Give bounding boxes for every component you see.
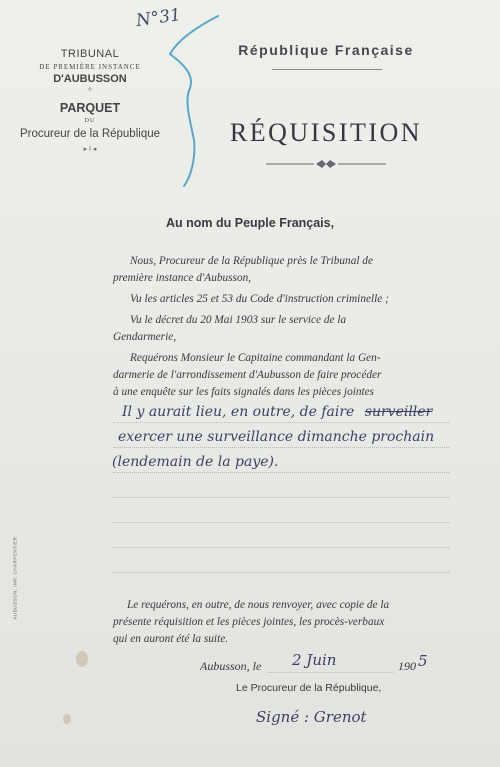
handwritten-line-2: exercer une surveillance dimanche prochain: [118, 429, 435, 445]
date-prefix: Aubusson, le: [200, 659, 262, 673]
date-day: 2 Juin: [292, 651, 337, 669]
printer-credit: AUBUSSON, IMP. CHARPENTIER: [12, 536, 18, 620]
para-4-line-1: Requérons Monsieur le Capitaine commandant la Gen-: [130, 352, 381, 364]
writing-line: [113, 447, 449, 448]
writing-line: [113, 522, 449, 523]
small-divider: ▸ I ◂: [83, 146, 97, 153]
closing-line-2: présente réquisition et les pièces jointes, les procès-verbaux: [113, 616, 385, 628]
para-4-line-3: à une enquête sur les faits signalés dans les pièces jointes: [113, 386, 375, 398]
parquet-label: PARQUET: [59, 101, 121, 115]
town-label: D'AUBUSSON: [53, 73, 127, 85]
signature-title: Le Procureur de la République,: [236, 682, 382, 694]
procureur-label: Procureur de la République: [20, 128, 161, 140]
writing-line: [113, 572, 449, 573]
instance-label: DE PREMIÈRE INSTANCE: [39, 63, 141, 71]
writing-line: [113, 547, 449, 548]
tribunal-label: TRIBUNAL: [60, 48, 120, 60]
intro-line: Au nom du Peuple Français,: [166, 216, 335, 230]
closing-line-3: qui en auront été la suite.: [113, 633, 229, 645]
du-label: DU: [84, 118, 96, 124]
para-3-line-2: Gendarmerie,: [113, 331, 177, 343]
para-4-line-2: darmerie de l'arrondissement d'Aubusson de faire procéder: [113, 369, 382, 381]
title-ornament: [266, 158, 386, 170]
para-3-line-1: Vu le décret du 20 Mai 1903 sur le service de la: [130, 314, 347, 326]
flourish-divider: ✧: [86, 85, 94, 94]
handwritten-line-3: (lendemain de la paye).: [112, 454, 279, 470]
republic-rule: [272, 69, 382, 70]
date-year-digit: 5: [418, 652, 428, 670]
pen-mark: [150, 10, 230, 190]
para-1-line-1: Nous, Procureur de la République près le Tribunal de: [130, 255, 373, 267]
signature: Signé : Grenot: [256, 708, 367, 726]
paper-stain: [63, 714, 71, 724]
closing-line-1: Le requérons, en outre, de nous renvoyer, avec copie de la: [127, 599, 390, 611]
handwritten-text: Il y aurait lieu, en outre, de faire: [122, 404, 355, 420]
writing-line: [113, 422, 449, 423]
document-number: N°31: [134, 4, 183, 32]
republic-heading: République Française: [238, 42, 414, 58]
page-title: RÉQUISITION: [229, 118, 423, 147]
para-1-line-2: première instance d'Aubusson,: [113, 272, 252, 284]
writing-line: [113, 472, 449, 473]
date-line: [268, 672, 394, 673]
date-year-prefix: 190: [398, 659, 416, 673]
para-2: Vu les articles 25 et 53 du Code d'instruction criminelle ;: [130, 293, 389, 305]
struck-word: surveiller: [364, 404, 433, 420]
handwritten-line-1: [122, 404, 432, 420]
tribunal-block: [20, 48, 160, 153]
paper-stain: [76, 651, 88, 667]
writing-line: [113, 497, 449, 498]
